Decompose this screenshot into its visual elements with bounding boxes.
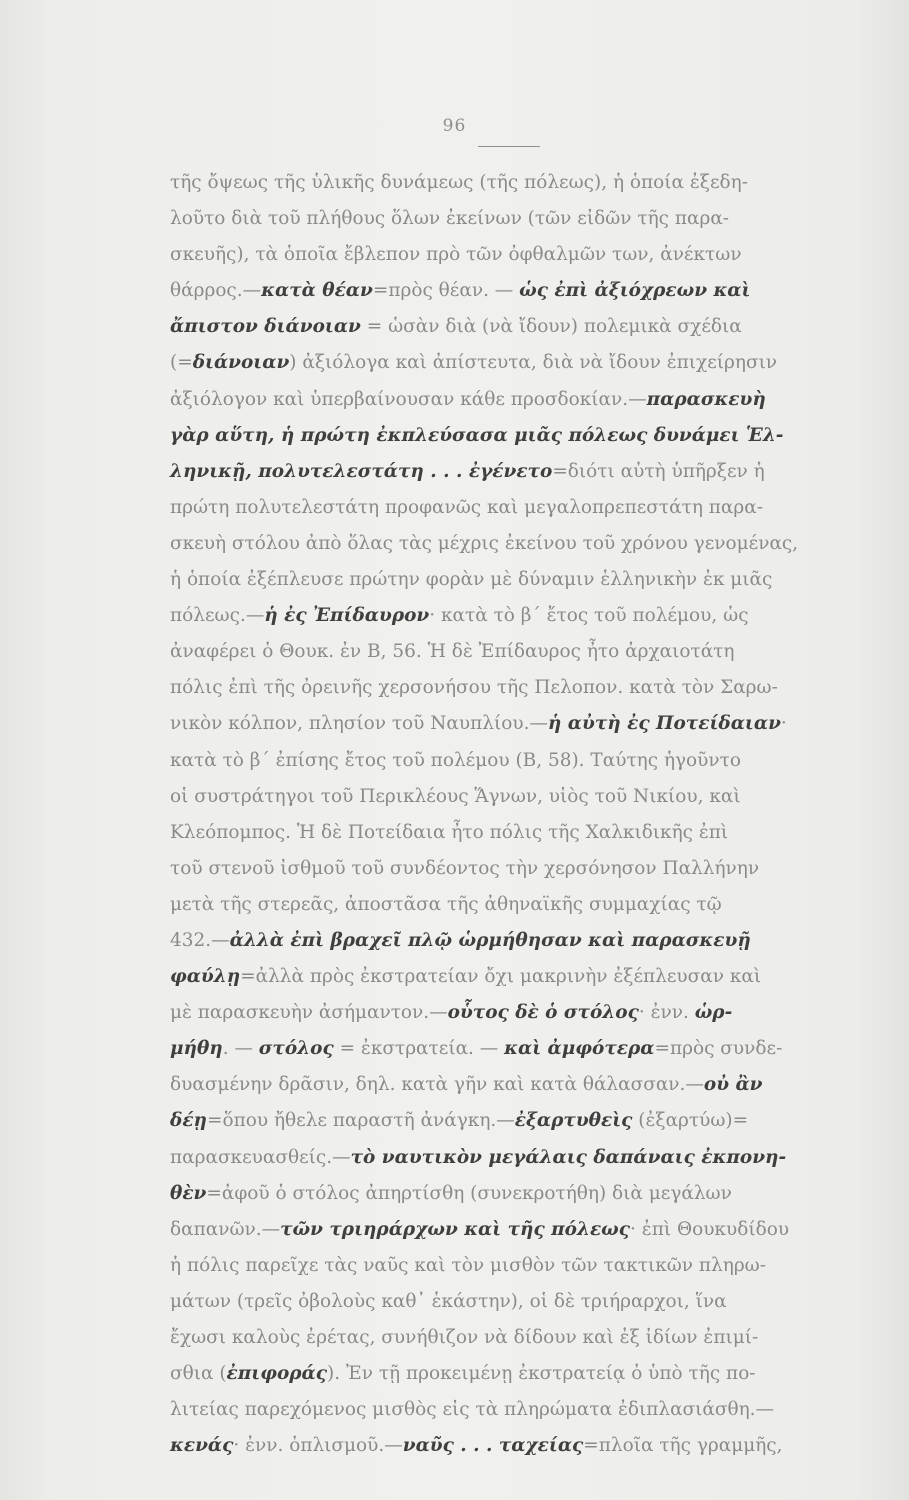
lemma-text: δέῃ — [170, 1109, 207, 1132]
gloss-text: μετὰ τῆς στερεᾶς, ἀποστᾶσα τῆς ἀθηναϊκῆς συμμαχίας τῷ — [170, 892, 722, 915]
text-line — [170, 164, 870, 200]
gloss-text: =πρὸς συνδε- — [654, 1037, 783, 1060]
gloss-text: πόλις ἐπὶ τῆς ὀρεινῆς χερσονήσου τῆς Πελοπον. κατὰ τὸν Σαρω- — [170, 676, 778, 699]
gloss-text: · κατὰ τὸ β΄ ἔτος τοῦ πολέμου, ὡς — [429, 604, 749, 627]
text-line — [170, 633, 870, 669]
commentary-text — [170, 164, 890, 1463]
gloss-text: ἡ ὁποία ἐξέπλευσε πρώτην φορὰν μὲ δύναμιν ἑλληνικὴν ἐκ μιᾶς — [170, 568, 773, 591]
text-line — [170, 994, 870, 1030]
text-line — [170, 1211, 870, 1247]
gloss-text: ἀξιόλογον καὶ ὑπερβαίνουσαν κάθε προσδοκίαν.— — [170, 387, 647, 410]
gloss-text: οἱ συστράτηγοι τοῦ Περικλέους Ἅγνων, υἱὸς τοῦ Νικίου, καὶ — [170, 784, 741, 807]
text-line — [170, 1066, 870, 1102]
lemma-text: θὲν — [170, 1181, 207, 1204]
gloss-text: =διότι αὐτὴ ὑπῆρξεν ἡ — [552, 459, 765, 482]
lemma-text: τὸ ναυτικὸν μεγάλαις δαπάναις ἐκπονη- — [350, 1145, 787, 1168]
lemma-text: ἀλλὰ ἐπὶ βραχεῖ πλῷ ὡρμήθησαν καὶ παρασκευῇ — [229, 928, 751, 951]
text-line — [170, 381, 870, 417]
gloss-text: λιτείας παρεχόμενος μισθὸς εἰς τὰ πληρώματα ἐδιπλασιάσθη.— — [170, 1398, 775, 1421]
gloss-text: νικὸν κόλπον, πλησίον τοῦ Ναυπλίου.— — [170, 712, 548, 735]
lemma-text: ἡ ἐς Ἐπίδαυρον — [264, 604, 430, 627]
gloss-text: τῆς ὄψεως τῆς ὑλικῆς δυνάμεως (τῆς πόλεως), ἡ ὁποία ἐξεδη- — [170, 171, 748, 193]
gloss-text: δαπανῶν.— — [170, 1217, 281, 1240]
lemma-text: ἄπιστον διάνοιαν — [170, 315, 361, 338]
lemma-text: διάνοιαν — [192, 351, 290, 374]
text-line — [170, 705, 870, 741]
text-line — [170, 200, 870, 236]
gloss-text: 432.— — [170, 928, 230, 951]
lemma-text: φαύλῃ — [170, 965, 241, 988]
text-line — [170, 742, 870, 778]
lemma-text: στόλος — [258, 1037, 334, 1060]
gloss-text: πρώτη πολυτελεστάτη προφανῶς καὶ μεγαλοπρεπεστάτη παρα- — [170, 495, 763, 518]
text-line — [170, 1030, 870, 1066]
text-line — [170, 850, 870, 886]
gloss-text: κατὰ τὸ β΄ ἐπίσης ἔτος τοῦ πολέμου (Β, 58). Ταύτης ἡγοῦντο — [170, 748, 741, 771]
lemma-text: μήθη — [170, 1037, 223, 1060]
lemma-text: ὡς ἐπὶ ἀξιόχρεων καὶ — [519, 279, 751, 302]
text-line — [170, 886, 870, 922]
lemma-text: κενάς — [170, 1434, 234, 1457]
text-line — [170, 814, 870, 850]
gloss-text: =ἀφοῦ ὁ στόλος ἀπηρτίσθη (συνεκροτήθη) διὰ μεγάλων — [206, 1181, 732, 1204]
text-line — [170, 1247, 870, 1283]
text-line — [170, 417, 870, 453]
gloss-text: θάρρος.— — [170, 279, 262, 302]
gloss-text: ἀναφέρει ὁ Θουκ. ἐν Β, 56. Ἡ δὲ Ἐπίδαυρος ἦτο ἀρχαιοτάτη — [170, 640, 735, 663]
gloss-text: ἔχωσι καλοὺς ἐρέτας, συνήθιζον νὰ δίδουν καὶ ἐξ ἰδίων ἐπιμί- — [170, 1326, 759, 1348]
gloss-text: σκευὴ στόλου ἀπὸ ὅλας τὰς μέχρις ἐκείνου τοῦ χρόνου γενομένας, — [170, 531, 799, 554]
text-line — [170, 272, 870, 308]
text-line — [170, 1139, 870, 1175]
gloss-text: ) ἀξιόλογα καὶ ἀπίστευτα, διὰ νὰ ἴδουν ἐπιχείρησιν — [289, 351, 778, 374]
gloss-text: · ἐνν. ὁπλισμοῦ.— — [233, 1434, 403, 1457]
lemma-text: ἐπιφοράς — [226, 1362, 328, 1385]
text-line — [170, 489, 870, 525]
text-line — [170, 778, 870, 814]
gloss-text: Κλεόπομπος. Ἡ δὲ Ποτείδαια ἦτο πόλις τῆς Χαλκιδικῆς ἐπὶ — [170, 820, 729, 843]
text-line — [170, 1427, 870, 1463]
gloss-text: ). Ἐν τῇ προκειμένῃ ἐκστρατείᾳ ὁ ὑπὸ τῆς πο- — [327, 1362, 756, 1385]
text-line — [170, 1175, 870, 1211]
text-line — [170, 561, 870, 597]
gloss-text: (ἐξαρτύω)= — [632, 1109, 749, 1132]
gloss-text: πόλεως.— — [170, 604, 265, 627]
text-line — [170, 525, 870, 561]
gloss-text: σθια ( — [170, 1362, 227, 1385]
text-line — [170, 958, 870, 994]
lemma-text: ὡρ- — [694, 1001, 733, 1024]
gloss-text: =πλοῖα τῆς γραμμῆς, — [583, 1434, 783, 1457]
text-line — [170, 597, 870, 633]
lemma-text: ναῦς . . . ταχείας — [402, 1434, 584, 1457]
text-line — [170, 1102, 870, 1138]
page-number: 96 — [442, 116, 467, 136]
gloss-text: λοῦτο διὰ τοῦ πλήθους ὅλων ἐκείνων (τῶν εἰδῶν τῆς παρα- — [170, 207, 730, 230]
gloss-text: = ὡσὰν διὰ (νὰ ἴδουν) πολεμικὰ σχέδια — [360, 315, 742, 338]
text-line — [170, 1283, 870, 1319]
gloss-text: μάτων (τρεῖς ὀβολοὺς καθ᾽ ἑκάστην), οἱ δὲ τριήραρχοι, ἵνα — [170, 1289, 727, 1312]
text-line — [170, 1391, 870, 1427]
gloss-text: =πρὸς θέαν. — — [372, 279, 520, 302]
lemma-text: καὶ ἀμφότερα — [504, 1037, 655, 1060]
text-line — [170, 922, 870, 958]
gloss-text: δυασμένην δρᾶσιν, δηλ. κατὰ γῆν καὶ κατὰ θάλασσαν.— — [170, 1073, 704, 1096]
page-number-rule — [478, 146, 540, 147]
text-line — [170, 1355, 870, 1391]
gloss-text: · ἐπὶ Θουκυδίδου — [630, 1217, 790, 1240]
text-line — [170, 669, 870, 705]
gloss-text: · — [780, 712, 787, 735]
gloss-text: ἡ πόλις παρεῖχε τὰς ναῦς καὶ τὸν μισθὸν τῶν τακτικῶν πληρω- — [170, 1253, 766, 1276]
gloss-text: =ὅπου ἤθελε παραστῆ ἀνάγκη.— — [206, 1109, 515, 1132]
gloss-text: παρασκευασθείς.— — [170, 1145, 351, 1168]
text-line — [170, 1319, 870, 1355]
lemma-text: γὰρ αὕτη, ἡ πρώτη ἐκπλεύσασα μιᾶς πόλεως δυνάμει Ἑλ- — [170, 423, 784, 446]
lemma-text: ἡ αὐτὴ ἐς Ποτείδαιαν — [547, 712, 781, 735]
lemma-text: οὗτος δὲ ὁ στόλος — [447, 1001, 639, 1024]
gloss-text: μὲ παρασκευὴν ἀσήμαντον.— — [170, 1001, 448, 1024]
gloss-text: =ἀλλὰ πρὸς ἐκστρατείαν ὄχι μακρινὴν ἐξέπλευσαν καὶ — [240, 965, 762, 988]
gloss-text: τοῦ στενοῦ ἰσθμοῦ τοῦ συνδέοντος τὴν χερσόνησον Παλλήνην — [170, 856, 760, 879]
lemma-text: κατὰ θέαν — [261, 279, 373, 302]
gloss-text: σκευῆς), τὰ ὁποῖα ἔβλεπον πρὸ τῶν ὀφθαλμῶν των, ἀνέκτων — [170, 243, 742, 266]
lemma-text: τῶν τριηράρχων καὶ τῆς πόλεως — [280, 1217, 631, 1240]
lemma-text: παρασκευὴ — [646, 387, 766, 410]
gloss-text: · ἐνν. — [638, 1001, 695, 1024]
lemma-text: ἐξαρτυθεὶς — [514, 1109, 633, 1132]
gloss-text: (= — [170, 351, 193, 374]
text-line — [170, 453, 870, 489]
gloss-text: . — — [222, 1037, 259, 1060]
lemma-text: οὐ ἂν — [703, 1073, 763, 1096]
gloss-text: = ἐκστρατεία. — — [333, 1037, 505, 1060]
text-line — [170, 236, 870, 272]
lemma-text: ληνικῇ, πολυτελεστάτη . . . ἐγένετο — [170, 459, 553, 482]
text-line — [170, 344, 870, 380]
text-line — [170, 308, 870, 344]
